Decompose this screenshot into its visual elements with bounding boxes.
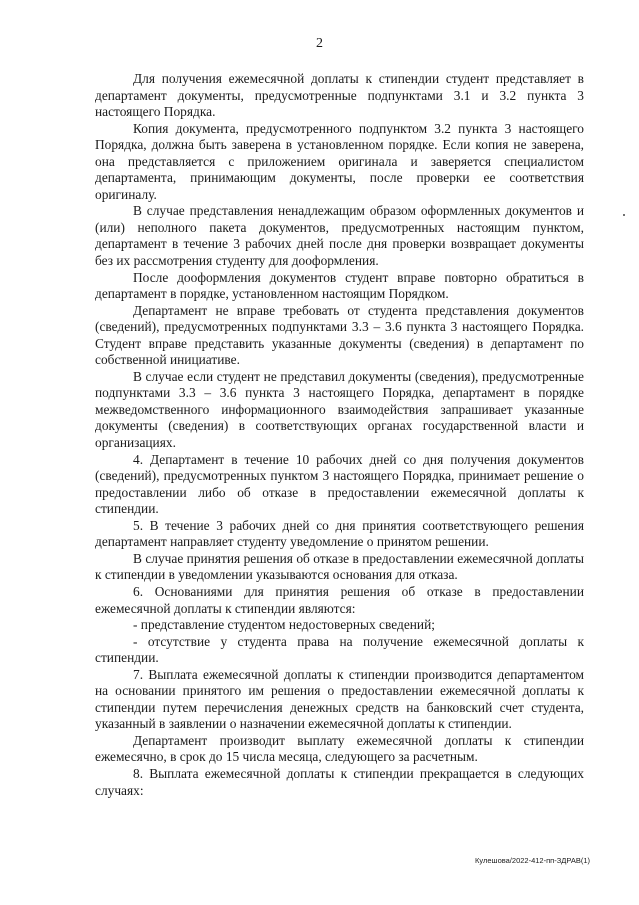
- list-item-no-entitlement: - отсутствие у студента права на получение ежемесячной доплаты к стипендии.: [95, 633, 584, 666]
- paragraph-item-6-grounds: 6. Основаниями для принятия решения об отказе в предоставлении ежемесячной доплаты к стипендии являются:: [95, 583, 584, 616]
- paragraph-resubmission: После дооформления документов студент вправе повторно обратиться в департамент в порядке, установленном настоящим Порядком.: [95, 269, 584, 302]
- paragraph-department-not-entitled: Департамент не вправе требовать от студента представления документов (сведений), предусмотренных подпунктами 3.3 – 3.6 пункта 3 настоящего Порядка. Студент вправе представить указанные документы (сведения) в департамент по собственной инициативе.: [95, 302, 584, 368]
- margin-mark: [623, 214, 625, 216]
- paragraph-item-8-termination: 8. Выплата ежемесячной доплаты к стипендии прекращается в следующих случаях:: [95, 765, 584, 798]
- paragraph-refusal-grounds-notice: В случае принятия решения об отказе в предоставлении ежемесячной доплаты к стипендии в уведомлении указываются основания для отказа.: [95, 550, 584, 583]
- paragraph-submission-documents: Для получения ежемесячной доплаты к стипендии студент представляет в департамент документы, предусмотренные подпунктами 3.1 и 3.2 пункта 3 настоящего Порядка.: [95, 71, 584, 120]
- page-number: 2: [316, 36, 323, 51]
- paragraph-improper-documents: В случае представления ненадлежащим образом оформленных документов и (или) неполного пакета документов, предусмотренных настоящим пунктом, департамент в течение 3 рабочих дней после дня проверки возвращает документы без их рассмотрения студенту для дооформления.: [95, 203, 584, 269]
- paragraph-item-7-payment: 7. Выплата ежемесячной доплаты к стипендии производится департаментом на основании принятого им решения о предоставлении ежемесячной доплаты к стипендии путем перечисления денежных средств на банковский счет студента, указанный в заявлении о назначении ежемесячной доплаты к стипендии.: [95, 666, 584, 732]
- paragraph-copy-certification: Копия документа, предусмотренного подпунктом 3.2 пункта 3 настоящего Порядка, должна быть заверена в установленном порядке. Если копия не заверена, она представляется с приложением оригинала и заверяется специалистом департамента, принимающим документы, после проверки ее соответствия оригиналу.: [95, 120, 584, 202]
- paragraph-item-4-decision: 4. Департамент в течение 10 рабочих дней со дня получения документов (сведений), предусмотренных пунктом 3 настоящего Порядка, принимает решение о предоставлении либо об отказе в предоставлении ежемесячной доплаты к стипендии.: [95, 451, 584, 517]
- paragraph-payment-schedule: Департамент производит выплату ежемесячной доплаты к стипендии ежемесячно, в срок до 15 числа месяца, следующего за расчетным.: [95, 732, 584, 765]
- paragraph-interagency-request: В случае если студент не представил документы (сведения), предусмотренные подпунктами 3.3 – 3.6 пункта 3 настоящего Порядка, департамент в порядке межведомственного информационного взаимодействия запрашивает указанные документы (сведения) в соответствующих органах государственной власти и организациях.: [95, 368, 584, 451]
- document-code: Кулешова/2022-412-пп-ЗДРАВ(1): [475, 856, 590, 865]
- document-body: [95, 71, 584, 799]
- paragraph-item-5-notification: 5. В течение 3 рабочих дней со дня принятия соответствующего решения департамент направляет студенту уведомление о принятом решении.: [95, 517, 584, 550]
- list-item-false-information: - представление студентом недостоверных сведений;: [133, 617, 435, 633]
